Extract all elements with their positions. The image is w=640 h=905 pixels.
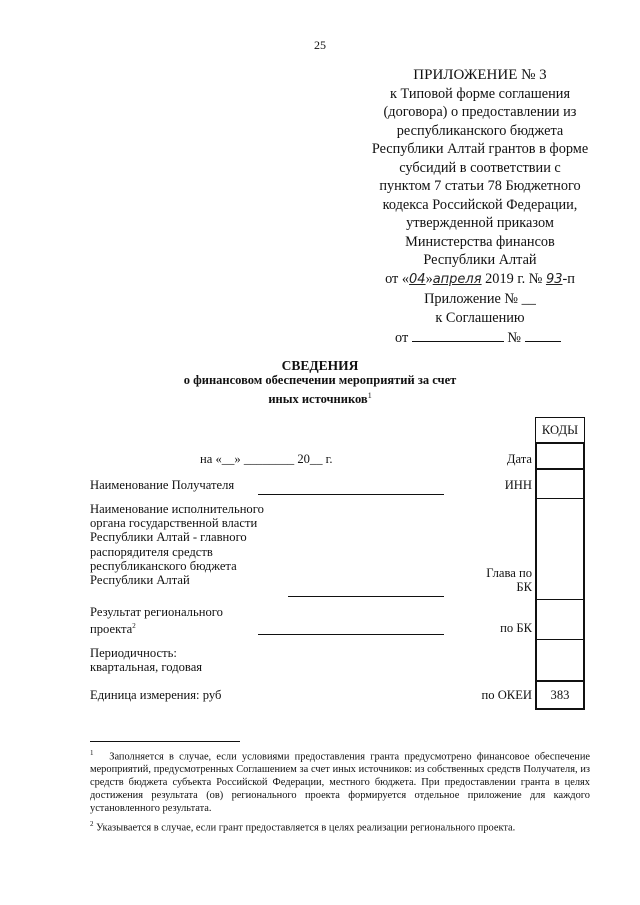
page-number: 25 — [314, 38, 326, 52]
order-date-suffix: 2019 г. № — [481, 270, 546, 287]
periodicity-code-cell[interactable] — [535, 639, 585, 681]
order-date-month: апреля — [432, 271, 482, 287]
heading-line-with-footnote — [0, 388, 640, 407]
glava-bk-code-cell[interactable] — [535, 498, 585, 600]
appendix-title: ПРИЛОЖЕНИЕ № 3 — [413, 67, 547, 83]
footnote-1 — [90, 747, 590, 815]
agreement-date-blank — [412, 327, 504, 342]
footnote-separator — [90, 741, 240, 742]
codes-header: КОДЫ — [541, 423, 579, 437]
footnote-text: Заполняется в случае, если условиями предоставления гранта предусмотрено финансовое обеспечение мероприятий, предусмотренных Соглашением за счет иных источников: из собственных средств Получателя, из средств бюджета субъекта Российской Федерации, местного бюджета. При предоставлении гранта в целях достижения результата (ов) регионального проекта формируется отдельное приложение для каждого установленного результата. — [90, 751, 590, 815]
authority-field-line[interactable] — [288, 596, 444, 597]
okei-label: по ОКЕИ — [481, 688, 532, 702]
inn-label: ИНН — [504, 478, 532, 492]
report-date-line: на «__» ________ 20__ г. — [200, 452, 333, 466]
heading-line: иных источников — [268, 392, 368, 407]
order-number: 93 — [545, 271, 563, 287]
codes-header-cell — [535, 417, 585, 443]
footnote-number: 2 — [90, 820, 94, 828]
project-result-label-line: проекта — [90, 622, 133, 637]
appendix-line: республиканского бюджета — [396, 122, 564, 139]
okei-code: 383 — [550, 688, 570, 702]
heading-line: о финансовом обеспечении мероприятий за счет — [183, 373, 457, 387]
heading-title: СВЕДЕНИЯ — [281, 358, 359, 373]
appendix-line: кодекса Российской Федерации, — [382, 196, 578, 213]
agreement-appendix-number: Приложение № __ — [424, 291, 536, 307]
agreement-date-line — [360, 327, 600, 348]
bk-label: по БК — [500, 621, 532, 635]
glava-bk-label — [460, 566, 532, 594]
periodicity-label — [90, 646, 202, 674]
appendix-line: Министерства финансов — [405, 233, 555, 250]
glava-bk-label-line: БК — [516, 580, 532, 595]
appendix-line: субсидий в соответствии с — [399, 159, 561, 176]
authority-label-line: Наименование исполнительного — [90, 502, 264, 516]
recipient-label: Наименование Получателя — [90, 478, 235, 492]
footnote-ref: 2 — [132, 622, 136, 631]
date-label: Дата — [506, 452, 532, 466]
order-date-line — [360, 270, 600, 290]
document-heading — [0, 358, 640, 407]
agreement-number-blank — [525, 327, 561, 342]
appendix-line: Республики Алтай грантов в форме — [371, 141, 589, 157]
appendix-line: утвержденной приказом — [406, 215, 554, 231]
appendix-line: пунктом 7 статьи 78 Бюджетного — [379, 178, 581, 194]
authority-label — [90, 502, 310, 587]
order-date-day: 04 — [409, 271, 426, 287]
appendix-line: к Типовой форме соглашения — [389, 85, 571, 102]
project-result-label-line2 — [90, 619, 223, 636]
inn-code-cell[interactable] — [535, 469, 585, 499]
unit-label: Единица измерения: руб — [90, 688, 222, 702]
footnote-text: Указывается в случае, если грант предоставляется в целях реализации регионального проекта. — [96, 822, 516, 834]
agreement-label: к Соглашению — [435, 309, 525, 326]
project-result-label — [90, 605, 223, 637]
authority-label-line: распорядителя средств — [90, 544, 213, 559]
authority-label-line: органа государственной власти — [90, 516, 258, 531]
appendix-line: (договора) о предоставлении из — [383, 104, 577, 120]
order-date-prefix: от « — [385, 270, 410, 287]
project-result-field-line[interactable] — [258, 634, 444, 635]
agreement-number-label: № — [507, 330, 522, 346]
periodicity-label-line: Периодичность: — [90, 646, 177, 660]
appendix-line: Республики Алтай — [423, 252, 537, 268]
periodicity-value: квартальная, годовая — [90, 660, 203, 675]
glava-bk-label-line: Глава по — [486, 566, 532, 580]
date-code-cell[interactable] — [535, 442, 585, 470]
footnote-number: 1 — [90, 749, 94, 757]
project-result-label-line: Результат регионального — [90, 605, 223, 619]
authority-label-line: республиканского бюджета — [90, 558, 237, 573]
order-date-mid: » — [425, 270, 433, 287]
order-number-suffix: -п — [562, 270, 575, 287]
agreement-date-prefix: от — [395, 330, 409, 346]
okei-code-cell — [535, 680, 585, 710]
bk-code-cell[interactable] — [535, 599, 585, 640]
recipient-field-line[interactable] — [258, 494, 444, 495]
footnote-2 — [90, 818, 590, 834]
agreement-reference — [360, 290, 600, 348]
authority-label-line: Республики Алтай — [90, 573, 190, 588]
footnote-ref: 1 — [367, 391, 372, 400]
appendix-header — [360, 66, 600, 289]
authority-label-line: Республики Алтай - главного — [90, 530, 247, 545]
